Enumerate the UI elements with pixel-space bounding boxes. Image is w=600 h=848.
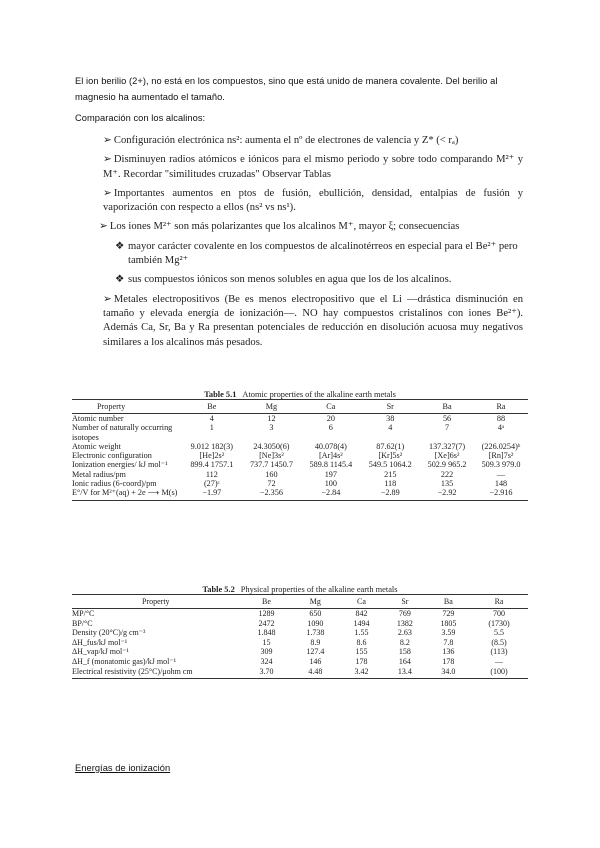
atomic-properties-table bbox=[72, 390, 528, 501]
table-row bbox=[72, 667, 528, 679]
header-cell: Ra bbox=[474, 400, 528, 414]
value-cell: 38 bbox=[386, 414, 395, 423]
value-cell: 197 bbox=[324, 469, 337, 479]
header-cell: Be bbox=[182, 400, 242, 414]
table-row bbox=[72, 488, 528, 500]
value-cell: 1494 bbox=[353, 618, 370, 628]
value-cell: 4.48 bbox=[291, 667, 340, 679]
row-label-cell: MP/°C bbox=[72, 609, 95, 618]
value-cell: 135 bbox=[440, 479, 454, 489]
physical-properties-table bbox=[72, 585, 528, 679]
table-row bbox=[72, 638, 528, 648]
value-cell: 1 bbox=[209, 423, 214, 433]
value-cell: −2.89 bbox=[360, 488, 420, 500]
table-caption bbox=[72, 585, 528, 594]
sub-bullet-text: mayor carácter covalente en los compuestos de alcalinotérreos en especial para el Be²⁺ pero también Mg²⁺ bbox=[128, 240, 518, 267]
table-caption bbox=[72, 390, 528, 399]
value-cell: 112 bbox=[205, 469, 218, 479]
table-row bbox=[72, 442, 528, 451]
arrow-icon: ➢ bbox=[103, 154, 112, 166]
table2-grid bbox=[72, 594, 528, 679]
header-cell: Ba bbox=[420, 400, 474, 414]
sub-bullet-text: sus compuestos iónicos son menos solubles en agua que los de los alcalinos. bbox=[128, 274, 452, 286]
table-row bbox=[72, 619, 528, 629]
value-cell: 1.55 bbox=[354, 628, 369, 638]
value-cell: [Rn]7s² bbox=[488, 451, 514, 461]
header-cell: Ra bbox=[470, 595, 528, 609]
intro-paragraph: El ion berilio (2+), no está en los compuestos, sino que está unido de manera covalente. Del berilio al magnesio ha aumentado el tamaño. bbox=[75, 76, 498, 102]
header-cell: Ca bbox=[340, 595, 383, 609]
bullet-text: Importantes aumentos en ptos de fusión, ebullición, densidad, entalpias de fusión y vaporización con respecto a ellos (ns² vs ns¹). bbox=[103, 187, 523, 214]
row-label-cell: ΔH_vap/kJ mol⁻¹ bbox=[72, 647, 129, 657]
bullet-item bbox=[103, 153, 523, 182]
value-cell: 178 bbox=[442, 656, 455, 666]
value-cell: 1.738 bbox=[306, 628, 325, 638]
section-heading: Comparación con los alcalinos: bbox=[75, 113, 206, 123]
row-label-cell: ΔH_f (monatomic gas)/kJ mol⁻¹ bbox=[72, 656, 176, 666]
diamond-bullet-icon: ❖ bbox=[115, 240, 125, 252]
table-row bbox=[72, 609, 528, 619]
value-cell: 1090 bbox=[307, 618, 324, 628]
bullet-item bbox=[99, 220, 523, 234]
table-row bbox=[72, 414, 528, 424]
value-cell: 13.4 bbox=[383, 667, 426, 679]
value-cell: [He]2s² bbox=[199, 451, 225, 461]
table-row bbox=[72, 423, 528, 442]
bullet-text: Los iones M²⁺ son más polarizantes que los alcalinos M⁺, mayor ξ; consecuencias bbox=[109, 221, 460, 233]
arrow-icon: ➢ bbox=[103, 293, 112, 305]
table-header-row bbox=[72, 400, 528, 414]
value-cell: 1805 bbox=[440, 618, 457, 628]
value-cell: 2472 bbox=[258, 618, 275, 628]
value-cell: −2.92 bbox=[420, 488, 474, 500]
diamond-bullet-icon: ❖ bbox=[115, 274, 125, 286]
value-cell: 1289 bbox=[258, 609, 275, 618]
value-cell: 5.5 bbox=[494, 628, 505, 638]
value-cell: 146 bbox=[309, 656, 322, 666]
value-cell: 1.848 bbox=[257, 628, 276, 638]
value-cell: 842 bbox=[355, 609, 368, 618]
header-cell: Sr bbox=[383, 595, 426, 609]
value-cell: −2.84 bbox=[301, 488, 360, 500]
value-cell: 2.63 bbox=[397, 628, 412, 638]
table-number: Table 5.2 bbox=[202, 585, 235, 594]
value-cell: (100) bbox=[470, 667, 528, 679]
value-cell: 8.6 bbox=[356, 637, 367, 647]
value-cell: (1730) bbox=[488, 618, 510, 628]
header-cell: Mg bbox=[291, 595, 340, 609]
row-label-cell: Number of naturally occurring isotopes bbox=[72, 423, 173, 442]
value-cell: 7 bbox=[445, 423, 450, 433]
row-label-cell: Ionic radius (6-coord)/pm bbox=[72, 479, 157, 489]
header-cell: Property bbox=[72, 400, 182, 414]
row-label-cell: Electrical resistivity (25°C)/μohm cm bbox=[72, 667, 242, 679]
table-title: Physical properties of the alkaline earth metals bbox=[240, 585, 398, 594]
bullet-item bbox=[103, 187, 523, 216]
value-cell: 136 bbox=[442, 647, 455, 657]
sub-bullet-item bbox=[117, 240, 523, 269]
bullet-list bbox=[99, 134, 523, 355]
value-cell: 100 bbox=[324, 479, 337, 489]
bullet-text: Configuración electrónica ns²: aumenta el nº de electrones de valencia y Z* (< rₐ) bbox=[113, 135, 459, 146]
value-cell: (27)ᶜ bbox=[203, 479, 220, 489]
value-cell: 24.3050(6) bbox=[253, 441, 290, 451]
value-cell: 3 bbox=[269, 423, 274, 433]
arrow-icon: ➢ bbox=[103, 187, 112, 199]
value-cell: 118 bbox=[384, 479, 397, 489]
ionization-energies-heading: Energías de ionización bbox=[75, 763, 171, 773]
bullet-text: Metales electropositivos (Be es menos electropositivo que el Li —drástica disminución en tamaño y elevada energía de ionización—. NO hay compuestos cristalinos con iones Be²⁺). Además Ca, Sr, Ba y Ra presentan potenciales de reducción en disolución acuosa muy negativos similares a los alcalinos más pesados. bbox=[103, 293, 523, 348]
value-cell: 309 bbox=[260, 647, 273, 657]
value-cell: 650 bbox=[309, 609, 322, 618]
value-cell: 72 bbox=[267, 479, 276, 489]
table-row bbox=[72, 628, 528, 638]
arrow-icon: ➢ bbox=[103, 135, 112, 146]
value-cell: [Ne]3s² bbox=[259, 451, 284, 461]
table-row bbox=[72, 470, 528, 479]
header-cell: Be bbox=[242, 595, 291, 609]
value-cell: — bbox=[496, 469, 506, 479]
table-row bbox=[72, 647, 528, 657]
table-number: Table 5.1 bbox=[204, 390, 237, 399]
value-cell: 164 bbox=[398, 656, 411, 666]
value-cell: 4ᵃ bbox=[497, 423, 505, 433]
value-cell: 34.0 bbox=[427, 667, 470, 679]
value-cell: [Xe]6s² bbox=[434, 451, 460, 461]
value-cell: 3.59 bbox=[441, 628, 456, 638]
row-label-cell: Ionization energies/ kJ mol⁻¹ bbox=[72, 460, 168, 470]
header-cell: Mg bbox=[242, 400, 302, 414]
row-label-cell: Density (20°C)/g cm⁻³ bbox=[72, 628, 146, 638]
row-label-cell: Atomic number bbox=[72, 414, 124, 423]
table1-grid bbox=[72, 399, 528, 501]
value-cell: 15 bbox=[262, 637, 271, 647]
value-cell: 4 bbox=[209, 414, 214, 423]
value-cell: 148 bbox=[494, 479, 508, 489]
value-cell: 769 bbox=[398, 609, 411, 618]
value-cell: 729 bbox=[442, 609, 455, 618]
bullet-item bbox=[103, 293, 523, 350]
value-cell: 8.9 bbox=[310, 637, 321, 647]
table-row bbox=[72, 460, 528, 469]
value-cell: [Ar]4s² bbox=[318, 451, 343, 461]
bullet-item bbox=[103, 134, 523, 148]
value-cell: [Kr]5s² bbox=[378, 451, 403, 461]
row-label-cell: ΔH_fus/kJ mol⁻¹ bbox=[72, 637, 128, 647]
value-cell: (8.5) bbox=[491, 637, 507, 647]
value-cell: −1.97 bbox=[182, 488, 242, 500]
value-cell: 12 bbox=[267, 414, 276, 423]
table-row bbox=[72, 479, 528, 488]
value-cell: 589.8 1145.4 bbox=[309, 460, 353, 470]
value-cell: (113) bbox=[490, 647, 508, 657]
value-cell: 324 bbox=[260, 656, 273, 666]
value-cell: 4 bbox=[388, 423, 393, 433]
arrow-icon: ➢ bbox=[99, 221, 108, 233]
value-cell: 155 bbox=[355, 647, 368, 657]
value-cell: 899.4 1757.1 bbox=[190, 460, 234, 470]
value-cell: 9.012 182(3) bbox=[190, 441, 233, 451]
sub-bullet-item bbox=[117, 273, 523, 287]
value-cell: 7.8 bbox=[443, 637, 454, 647]
value-cell: 8.2 bbox=[399, 637, 410, 647]
table-row bbox=[72, 451, 528, 460]
header-cell: Ca bbox=[301, 400, 360, 414]
value-cell: 3.42 bbox=[340, 667, 383, 679]
value-cell: 20 bbox=[326, 414, 335, 423]
value-cell: — bbox=[495, 656, 504, 666]
value-cell: 40.078(4) bbox=[314, 441, 347, 451]
table-header-row bbox=[72, 595, 528, 609]
value-cell: 56 bbox=[442, 414, 452, 423]
table-row bbox=[72, 657, 528, 667]
value-cell: 158 bbox=[398, 647, 411, 657]
header-cell: Sr bbox=[360, 400, 420, 414]
value-cell: 178 bbox=[355, 656, 368, 666]
value-cell: 160 bbox=[265, 469, 278, 479]
value-cell: 509.3 979.0 bbox=[481, 460, 521, 470]
value-cell: 88 bbox=[496, 414, 506, 423]
bullet-text: Disminuyen radios atómicos e iónicos para el mismo periodo y sobre todo comparando M²⁺ y M⁺. Recordar "similitudes cruzadas" Observar Tablas bbox=[103, 154, 523, 180]
value-cell: 700 bbox=[493, 609, 506, 618]
header-cell: Property bbox=[72, 595, 242, 609]
row-label-cell: E°/V for M²⁺(aq) + 2e ⟶ M(s) bbox=[72, 488, 182, 500]
row-label-cell: BP/°C bbox=[72, 618, 93, 628]
value-cell: 87.62(1) bbox=[376, 441, 405, 451]
value-cell: 137.327(7) bbox=[428, 441, 466, 451]
value-cell: 1382 bbox=[396, 618, 413, 628]
row-label-cell: Electronic configuration bbox=[72, 451, 152, 461]
value-cell: 6 bbox=[328, 423, 333, 433]
value-cell: 737.7 1450.7 bbox=[249, 460, 293, 470]
header-cell: Ba bbox=[427, 595, 470, 609]
row-label-cell: Atomic weight bbox=[72, 441, 121, 451]
row-label-cell: Metal radius/pm bbox=[72, 469, 126, 479]
value-cell: −2.356 bbox=[242, 488, 302, 500]
value-cell: (226.0254)ᵇ bbox=[481, 441, 521, 451]
value-cell: 3.70 bbox=[242, 667, 291, 679]
value-cell: −2.916 bbox=[474, 488, 528, 500]
value-cell: 215 bbox=[384, 469, 397, 479]
value-cell: 549.5 1064.2 bbox=[368, 460, 412, 470]
value-cell: 127.4 bbox=[306, 647, 325, 657]
table-title: Atomic properties of the alkaline earth metals bbox=[242, 390, 396, 399]
value-cell: 502.9 965.2 bbox=[427, 460, 467, 470]
value-cell: 222 bbox=[440, 469, 454, 479]
